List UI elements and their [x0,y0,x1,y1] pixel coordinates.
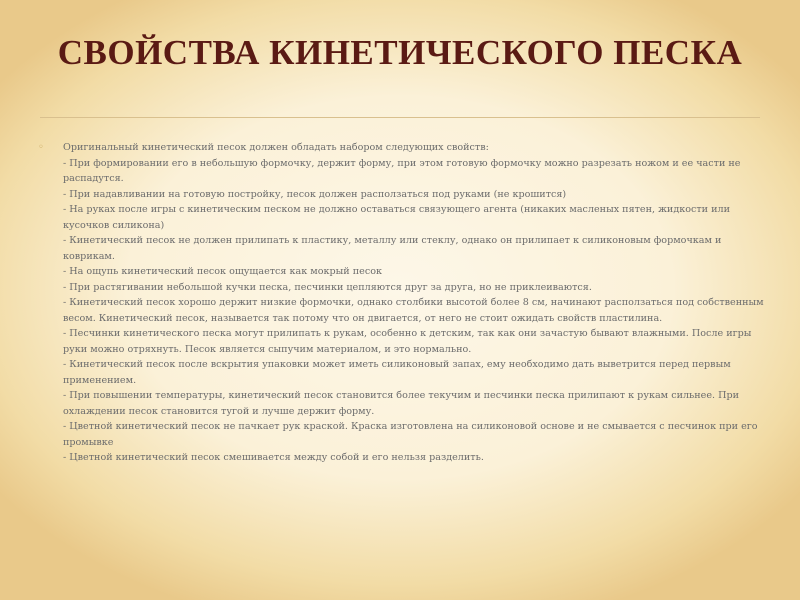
body-line-pressure: - При надавливании на готовую постройку, песок должен расползаться под руками (не крошится) [63,188,567,200]
body-line-intro: Оригинальный кинетический песок должен обладать набором следующих свойств: [63,142,489,153]
body-line-molds: - Кинетический песок хорошо держит низкие формочки, однако столбики высотой более 8 см, начинают расползаться под собственным весом. Кинетический песок, называется так потому что он двигается, от него не стоит ожидать свойств пластилина. [63,297,764,324]
body-line-hands-clean: - На руках после игры с кинетическим песком не должно оставаться связующего агента (никаких масленых пятен, жидкости или кусочков силикона) [63,204,731,231]
slide-title: СВОЙСТВА КИНЕТИЧЕСКОГО ПЕСКА [57,33,743,72]
body-line-grains: - Песчинки кинетического песка могут прилипать к рукам, особенно к детским, так как они зачастую бывают влажными. После игры руки можно отряхнуть. Песок является сыпучим материалом, и это нормально. [63,328,752,355]
body-line-shape: - При формировании его в небольшую формочку, держит форму, при этом готовую формочку можно разрезать ножом и ее части не распадутся. [63,157,741,184]
slide-body [63,140,773,466]
bullet-icon: ◦ [38,142,44,153]
body-line-stretching: - При растягивании небольшой кучки песка, песчинки цепляются друг за друга, но не приклеиваются. [63,281,592,293]
body-line-color-paint: - Цветной кинетический песок не пачкает рук краской. Краска изготовлена на силиконовой основе и не смывается с песчинок при его промывке [63,421,758,448]
body-line-smell: - Кинетический песок после вскрытия упаковки может иметь силиконовый запах, ему необходимо дать выветрится перед первым применением. [63,359,731,386]
title-divider [40,117,760,118]
body-line-touch: - На ощупь кинетический песок ощущается как мокрый песок [63,266,382,277]
body-line-color-mixing: - Цветной кинетический песок смешивается между собой и его нельзя разделить. [63,452,484,463]
body-line-temperature: - При повышении температуры, кинетический песок становится более текучим и песчинки песка прилипают к рукам сильнее. При охлаждении песок становится тугой и лучше держит форму. [63,390,740,417]
body-line-sticking: - Кинетический песок не должен прилипать к пластику, металлу или стеклу, однако он прилипает к силиконовым формочкам и коврикам. [63,235,722,262]
